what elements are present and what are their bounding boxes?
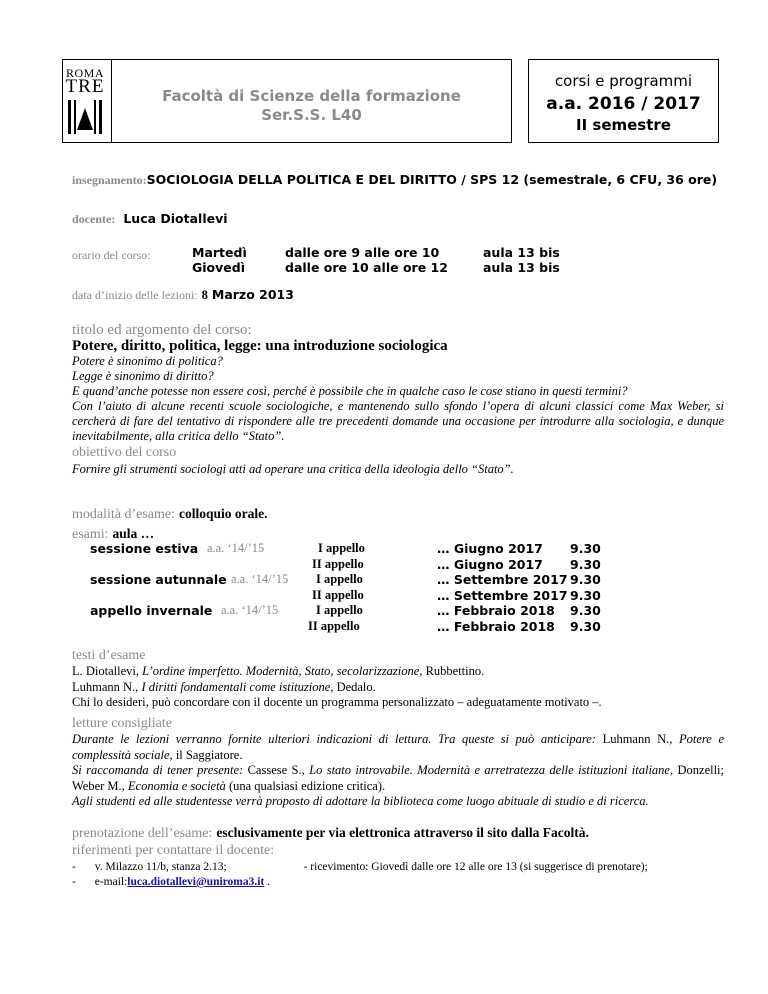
book2-author: Luhmann N., — [72, 679, 142, 694]
letture-biblio: Agli studenti ed alle studentesse verrà proposto di adottare la biblioteca come luogo abituale di studio e di ricerca. — [72, 794, 649, 808]
prenotazione-row — [72, 824, 589, 842]
letture-l3-title: Economia e società — [127, 778, 226, 793]
testi-book-2 — [72, 680, 732, 696]
prenotazione-value: esclusivamente per via elettronica attraverso il sito dalla Facoltà. — [216, 825, 589, 840]
orario-label: orario del corso: — [72, 248, 151, 262]
letture-l2-author: Cassese S., — [247, 763, 310, 777]
docente-label: docente: — [72, 212, 116, 226]
orario-days — [192, 245, 247, 275]
modalita-label: modalità d’esame: — [72, 507, 176, 522]
session-name-1: sessione estiva — [90, 541, 199, 556]
esami-table — [90, 541, 650, 634]
insegnamento-row — [72, 171, 717, 189]
letture-l1-title: Potere e complessità sociale, — [72, 732, 724, 762]
orario-time-2: dalle ore 10 alle ore 12 — [285, 260, 448, 275]
bullet-dash-icon: - — [72, 861, 76, 873]
insegnamento-value: SOCIOLOGIA DELLA POLITICA E DEL DIRITTO / SPS 12 (semestrale, 6 CFU, 36 ore) — [146, 172, 718, 187]
esami-row-6 — [90, 619, 650, 635]
appello-5: I appello — [316, 603, 363, 617]
session-year-5: a.a. ‘14/’15 — [221, 603, 279, 617]
letture-heading: letture consigliate — [72, 716, 172, 731]
session-name-3: sessione autunnale — [90, 572, 227, 587]
book1-title: L’ordine imperfetto. Modernità, Stato, secolarizzazione — [142, 664, 420, 678]
contatti-email-row — [72, 875, 648, 890]
inizio-month: Marzo 2013 — [211, 287, 294, 302]
orario-day-1: Martedì — [192, 245, 247, 260]
logo-text-roma: ROMA — [65, 66, 104, 80]
time-5: 9.30 — [570, 603, 601, 618]
letture-l2-intro: Si raccomanda di tener presente: — [72, 763, 248, 777]
date-4: … Settembre 2017 — [437, 587, 568, 603]
modalita-value: colloquio orale. — [179, 506, 268, 521]
letture-l2-title: Lo stato introvabile. Modernità e arretratezza delle istituzioni italiane — [309, 763, 670, 777]
book2-title: I diritti fondamentali come istituzione — [141, 679, 331, 694]
titolo-heading: titolo ed argomento del corso: — [72, 322, 252, 338]
desc-line-4: Con l’aiuto di alcune recenti scuole sociologiche, e mantenendo sullo sfondo l’opera di alcuni classici come Max Weber, si cercherà di fare del tentativo di rispondere alle tre precedenti domande una occasione per introdurre alla sociologia, e dunque inevitabilmente, alla critica dello “Stato”. — [72, 399, 724, 443]
esami-row-3 — [90, 572, 650, 588]
letture-intro: Durante le lezioni verranno fornite ulteriori indicazioni di lettura. Tra queste si può anticipare: — [72, 732, 603, 746]
orario-rooms — [483, 245, 560, 275]
book1-author: L. Diotallevi, — [72, 664, 143, 678]
testi-list — [72, 664, 732, 711]
obiettivo-text: Fornire gli strumenti sociologi atti ad operare una critica della ideologia dello “Stato”. — [72, 462, 514, 476]
letture-l1-author: Luhmann N., — [602, 732, 679, 746]
testi-note: Chi lo desideri, può concordare con il docente un programma personalizzato – adeguatamente motivato –. — [72, 695, 602, 709]
logo-columns-icon — [68, 100, 102, 134]
book1-pub: , Rubbettino. — [419, 664, 485, 678]
esami-row-5 — [90, 603, 650, 619]
appello-4: II appello — [312, 587, 364, 602]
appello-1: I appello — [318, 541, 365, 555]
date-1: … Giugno 2017 — [437, 541, 543, 556]
course-title: Potere, diritto, politica, legge: una introduzione sociologica — [72, 338, 448, 354]
book2-pub: , Dedalo. — [330, 679, 376, 694]
time-2: 9.30 — [570, 556, 601, 572]
letture-l2-pub: , Donzelli; Weber M., — [72, 763, 725, 793]
university-logo — [62, 60, 110, 142]
academic-year: a.a. 2016 / 2017 — [546, 94, 701, 114]
inizio-day: 8 — [201, 288, 208, 302]
bullet-dash-icon: - — [72, 876, 76, 888]
course-period-box — [528, 59, 719, 143]
time-4: 9.30 — [570, 587, 601, 603]
faculty-program: Ser.S.S. L40 — [261, 106, 362, 124]
contatti-email-label: e-mail: — [94, 876, 128, 888]
docente-name: Luca Diotallevi — [123, 211, 228, 226]
faculty-name: Facoltà di Scienze della formazione — [162, 87, 461, 105]
logo-text-tre: TRE — [65, 76, 105, 97]
appello-2: II appello — [312, 556, 364, 571]
date-5: … Febbraio 2018 — [437, 603, 555, 618]
modalita-row — [72, 505, 268, 523]
insegnamento-label: insegnamento: — [72, 173, 147, 187]
obiettivo-heading: obiettivo del corso — [72, 445, 177, 460]
esami-row-2 — [90, 557, 650, 573]
contatti-address-row — [72, 860, 648, 875]
letture-text — [72, 732, 724, 810]
orario-day-2: Giovedì — [192, 260, 245, 275]
orario-time-1: dalle ore 9 alle ore 10 — [285, 245, 440, 260]
date-3: … Settembre 2017 — [437, 572, 568, 587]
esami-aula: aula … — [112, 526, 155, 541]
date-2: … Giugno 2017 — [437, 556, 543, 572]
letture-l3-pub: (una qualsiasi edizione critica). — [225, 778, 386, 793]
contatti-address: v. Milazzo 11/b, stanza 2.13; — [94, 861, 227, 873]
desc-line-2: Legge è sinonimo di diritto? — [72, 369, 214, 383]
esami-row-1 — [90, 541, 650, 557]
contatti-heading: riferimenti per contattare il docente: — [72, 843, 275, 858]
contatti-list — [72, 860, 648, 890]
semester: II semestre — [576, 116, 671, 134]
appello-6: II appello — [308, 618, 360, 633]
prenotazione-label: prenotazione dell’esame: — [72, 826, 213, 841]
session-year-1: a.a. ‘14/’15 — [207, 541, 265, 555]
faculty-title-cell — [111, 60, 511, 142]
session-year-3: a.a. ‘14/’15 — [231, 572, 289, 586]
course-description — [72, 354, 724, 444]
session-name-5: appello invernale — [90, 603, 213, 618]
orario-room-1: aula 13 bis — [483, 245, 560, 260]
letture-para-1 — [72, 732, 724, 763]
esami-label: esami: — [72, 527, 109, 542]
faculty-box — [62, 59, 512, 143]
contatti-email-end: . — [264, 876, 271, 888]
date-6: … Febbraio 2018 — [437, 618, 555, 634]
orario-room-2: aula 13 bis — [483, 260, 560, 275]
inizio-label: data d’inizio delle lezioni: — [72, 288, 198, 302]
time-3: 9.30 — [570, 572, 601, 587]
inizio-row — [72, 286, 294, 304]
esami-row-4 — [90, 588, 650, 604]
orario-times — [285, 245, 448, 275]
contatti-email-link[interactable]: luca.diotallevi@uniroma3.it — [127, 876, 265, 888]
desc-line-3: E quand’anche potesse non essere così, perché è possibile che in qualche caso le cose stiano in questi termini? — [72, 384, 628, 398]
letture-l1-pub: il Saggiatore. — [172, 747, 243, 762]
testi-book-1 — [72, 664, 732, 680]
contatti-ricevimento: - ricevimento: Giovedì dalle ore 12 alle ore 13 (si suggerisce di prenotare); — [303, 861, 648, 873]
time-6: 9.30 — [570, 618, 601, 634]
letture-para-2 — [72, 763, 724, 794]
desc-line-1: Potere è sinonimo di politica? — [72, 354, 223, 368]
testi-heading: testi d’esame — [72, 648, 146, 663]
docente-row — [72, 210, 228, 228]
courses-label: corsi e programmi — [554, 72, 693, 90]
appello-3: I appello — [316, 572, 363, 586]
time-1: 9.30 — [570, 541, 601, 556]
